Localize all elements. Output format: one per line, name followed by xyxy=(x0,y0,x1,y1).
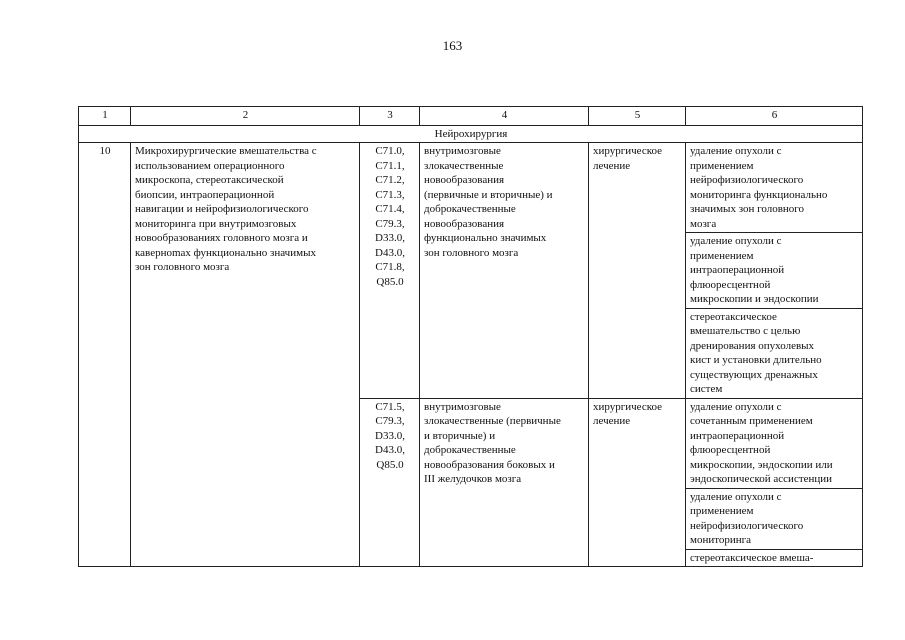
icd-codes-line: C79.3, xyxy=(375,415,405,427)
treatment-method-line: сочетанным применением xyxy=(690,415,813,427)
column-number: 5 xyxy=(589,107,686,126)
column-number: 3 xyxy=(360,107,420,126)
diagnosis-model xyxy=(420,143,589,399)
treatment-method xyxy=(686,233,863,309)
treatment-method-line: мозга xyxy=(690,217,717,230)
section-row xyxy=(79,125,863,143)
treatment-method-line: дренирования опухолевых xyxy=(690,339,815,352)
diagnosis-model-line: III желудочков мозга xyxy=(424,473,522,485)
diagnosis-model-line: функционально значимых xyxy=(424,232,547,244)
diagnosis-model-line: новообразования xyxy=(424,217,505,230)
treatment-method-line: применением xyxy=(690,505,754,517)
diagnosis-model-line: доброкачественные xyxy=(424,203,516,215)
treatment-method-line: удаление опухоли с xyxy=(690,145,782,157)
section-title: Нейрохирургия xyxy=(79,125,863,143)
treatment-method xyxy=(686,549,863,567)
icd-codes-line: C71.3, xyxy=(375,188,405,201)
treatment-method-line: флюоресцентной xyxy=(690,444,771,456)
treatment-method xyxy=(686,308,863,398)
column-number: 2 xyxy=(131,107,360,126)
treatment-method-line: эндоскопической ассистенции xyxy=(690,473,833,485)
icd-codes-line: C71.5, xyxy=(375,400,405,413)
icd-codes-line: D33.0, xyxy=(375,232,405,244)
icd-codes-line: C71.8, xyxy=(375,261,405,273)
treatment-method-line: значимых зон головного xyxy=(690,203,805,215)
treatment-method-line: применением xyxy=(690,159,754,172)
care-type-description xyxy=(131,143,360,567)
diagnosis-model-line: злокачественные (первичные xyxy=(424,415,561,427)
care-type-description-line: мониторинга при внутримозговых xyxy=(135,217,297,230)
treatment-method-line: удаление опухоли с xyxy=(690,235,782,247)
table-row xyxy=(79,143,863,233)
procedures-table xyxy=(78,106,863,567)
icd-codes-line: C71.2, xyxy=(375,174,405,186)
icd-codes-line: D33.0, xyxy=(375,429,405,442)
treatment-method-line: нейрофизиологического xyxy=(690,519,804,532)
treatment-method-line: удаление опухоли с xyxy=(690,400,782,413)
treatment-method-line: стереотаксическое xyxy=(690,310,777,323)
diagnosis-model-line: новообразования боковых и xyxy=(424,458,555,471)
care-type-description-line: микроскопа, стереотаксической xyxy=(135,174,284,186)
diagnosis-model-line: внутримозговые xyxy=(424,400,501,413)
care-type-description-line: использованием операционного xyxy=(135,159,285,172)
treatment-method-line: мониторинга функционально xyxy=(690,188,828,201)
care-type-description-line: навигации и нейрофизиологического xyxy=(135,203,309,215)
column-number: 1 xyxy=(79,107,131,126)
treatment-method-line: микроскопии, эндоскопии или xyxy=(690,458,833,471)
treatment-method-line: интраоперационной xyxy=(690,264,785,276)
treatment-type: хирургическое лечение xyxy=(589,398,686,567)
icd-codes xyxy=(360,143,420,399)
icd-codes-line: C71.4, xyxy=(375,203,405,215)
icd-codes-line: D43.0, xyxy=(375,444,405,456)
column-number: 4 xyxy=(420,107,589,126)
treatment-method-line: удаление опухоли с xyxy=(690,490,782,503)
treatment-method-line: применением xyxy=(690,249,754,262)
treatment-method-line: существующих дренажных xyxy=(690,368,818,381)
icd-codes-line: C71.1, xyxy=(375,159,405,172)
diagnosis-model-line: зон головного мозга xyxy=(424,246,519,259)
diagnosis-model xyxy=(420,398,589,567)
treatment-method-line: интраоперационной xyxy=(690,429,785,442)
icd-codes-line: Q85.0 xyxy=(376,458,404,471)
page-crop xyxy=(0,580,905,640)
icd-codes-line: Q85.0 xyxy=(376,275,404,288)
treatment-method-line: нейрофизиологического xyxy=(690,174,804,186)
treatment-method-line: кист и установки длительно xyxy=(690,354,822,366)
treatment-method-line: флюоресцентной xyxy=(690,278,771,291)
treatment-method-line: систем xyxy=(690,383,723,395)
treatment-method xyxy=(686,143,863,233)
icd-codes-line: C79.3, xyxy=(375,217,405,230)
icd-codes xyxy=(360,398,420,567)
diagnosis-model-line: и вторичные) и xyxy=(424,429,496,442)
column-number: 6 xyxy=(686,107,863,126)
treatment-method-line: микроскопии и эндоскопии xyxy=(690,293,819,305)
treatment-method-line: стереотаксическое вмеша- xyxy=(690,551,814,564)
diagnosis-model-line: злокачественные xyxy=(424,159,504,172)
treatment-type: хирургическое лечение xyxy=(589,143,686,399)
diagnosis-model-line: доброкачественные xyxy=(424,444,516,456)
icd-codes-line: C71.0, xyxy=(375,145,405,157)
diagnosis-model-line: новообразования xyxy=(424,174,505,186)
treatment-method xyxy=(686,398,863,488)
diagnosis-model-line: (первичные и вторичные) и xyxy=(424,188,553,201)
care-type-description-line: биопсии, интраоперационной xyxy=(135,188,275,201)
care-type-description-line: зон головного мозга xyxy=(135,261,230,273)
column-number-row xyxy=(79,107,863,126)
treatment-method-line: мониторинга xyxy=(690,534,752,546)
care-type-description-line: кавернomах функционально значимых xyxy=(135,246,316,259)
treatment-method-line: вмешательство с целью xyxy=(690,325,801,337)
care-type-description-line: Микрохирургические вмешательства с xyxy=(135,145,317,157)
page-number: 163 xyxy=(442,38,463,53)
diagnosis-model-line: внутримозговые xyxy=(424,145,501,157)
icd-codes-line: D43.0, xyxy=(375,246,405,259)
treatment-method xyxy=(686,488,863,549)
row-number: 10 xyxy=(79,143,131,567)
care-type-description-line: новообразованиях головного мозга и xyxy=(135,232,308,244)
